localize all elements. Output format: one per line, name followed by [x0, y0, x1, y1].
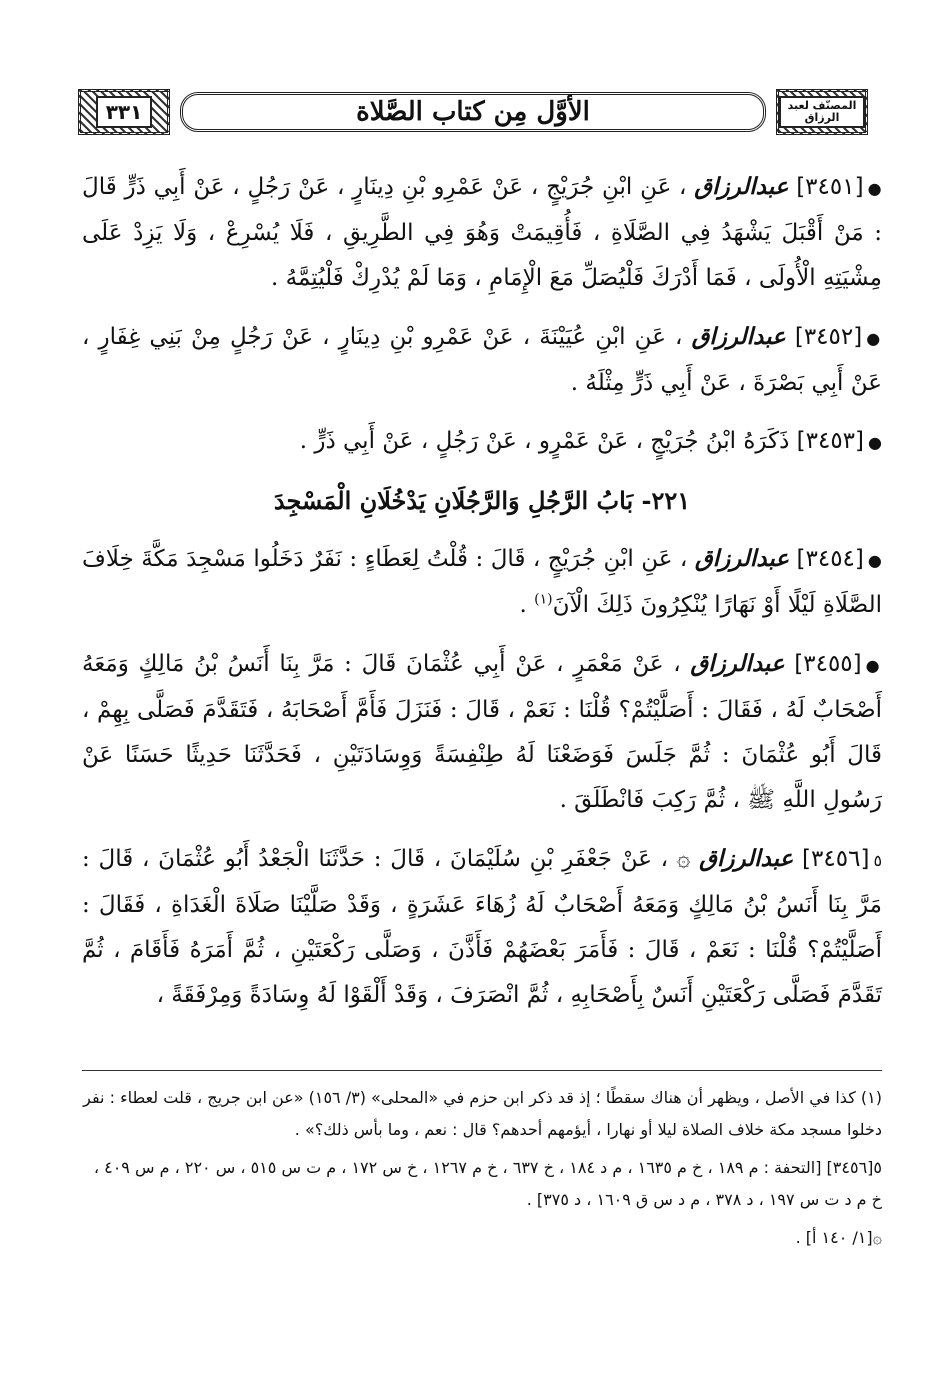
hadith-number: [٣٤٥٣] [796, 428, 865, 454]
bullet-marker: ● [865, 656, 883, 675]
hadith-paragraph [82, 419, 882, 465]
author-name: عبدالرزاق [694, 173, 789, 200]
hadith-number: [٣٤٥١] [796, 174, 864, 200]
footnote-divider [82, 1070, 882, 1071]
page-number: ٣٣١ [96, 96, 153, 128]
hadith-text: ذَكَرَهُ ابْنُ جُرَيْجٍ ، عَنْ عَمْرٍو ، عَنْ رَجُلٍ ، عَنْ أَبِي ذَرٍّ . [299, 428, 790, 454]
book-logo-text: المصنّف لعبد الرزاق [779, 96, 865, 128]
bullet-marker: ● [868, 433, 882, 452]
hadith-paragraph [82, 314, 882, 406]
hadith-paragraph [82, 536, 882, 628]
author-name: عبدالرزاق [690, 650, 785, 677]
page-number-frame [78, 89, 170, 135]
page-header [78, 84, 868, 140]
hadith-paragraph [82, 836, 882, 1018]
hadith-paragraph [82, 164, 882, 301]
footnote: (١) كذا في الأصل ، ويظهر أن هناك سقطًا ؛ إذ قد ذكر ابن حزم في «المحلى» (٣/ ١٥٦) «عن ابن جريج ، قلت لعطاء : نفر دخلوا مسجد مكة خلاف الصلاة ليلا أو نهارا ، أيؤمهم أحدهم؟ قال : نعم ، وما بأس ذلك؟» . [83, 1088, 882, 1139]
running-title: الأوَّل مِن كتاب الصَّلاة [180, 92, 766, 132]
book-logo [776, 89, 868, 135]
author-name: عبدالرزاق [691, 323, 786, 350]
hadith-paragraph [82, 641, 882, 823]
hadith-number: [٣٤٥٤] [796, 546, 864, 572]
footnotes-section [82, 1082, 882, 1260]
hadith-number: [٣٤٥٢] [794, 324, 863, 350]
footnote: ۞[١/ ١٤٠ أ] . [795, 1228, 882, 1247]
hadith-text: ، عَنِ ابْنِ جُرَيْجٍ ، عَنْ عَمْرِو بْنِ دِينَارٍ ، عَنْ رَجُلٍ ، عَنْ أَبِي ذَرٍّ قَالَ : مَنْ أَقْبَلَ يَشْهَدُ فِي الصَّلَاةِ ، فَأُقِيمَتْ وَهُوَ فِي الطَّرِيقِ ، فَلَا يُسْرِعْ ، وَلَا يَزِدْ عَلَى مِشْيَتِهِ الْأُولَى ، فَمَا أَدْرَكَ فَلْيُصَلِّ مَعَ الْإِمَامِ ، وَمَا لَمْ يُدْرِكْ فَلْيُتِمَّهُ . [82, 174, 882, 291]
hadith-text: ، عَنِ ابْنِ جُرَيْجٍ ، قَالَ : قُلْتُ لِعَطَاءٍ : نَفَرٌ دَخَلُوا مَسْجِدَ مَكَّةَ خِلَافَ الصَّلَاةِ لَيْلًا أَوْ نَهَارًا يُنْكِرُونَ ذَلِكَ الْآنَ [82, 546, 882, 618]
chapter-title: ٢٢١- بَابُ الرَّجُلِ وَالرَّجُلَانِ يَدْخُلَانِ الْمَسْجِدَ [273, 486, 691, 515]
bullet-marker: ● [867, 179, 882, 198]
bullet-marker: ٥ [873, 851, 883, 870]
hadith-number: [٣٤٥٥] [794, 651, 862, 677]
author-name: عبدالرزاق [699, 845, 794, 872]
hadith-text: ۞ ، عَنْ جَعْفَرِ بْنِ سُلَيْمَانَ ، قَالَ : حَدَّثَنَا الْجَعْدُ أَبُو عُثْمَانَ ، قَالَ : مَرَّ بِنَا أَنَسُ بْنُ مَالِكٍ وَمَعَهُ أَصْحَابٌ لَهُ زُهَاءَ عَشَرَةٍ ، وَقَدْ صَلَّيْنَا صَلَاةَ الْغَدَاةِ ، فَقَالَ : أَصَلَّيْتُمْ؟ قُلْنَا : نَعَمْ ، قَالَ : فَأَمَرَ بَعْضَهُمْ فَأَذَّنَ ، وَصَلَّى رَكْعَتَيْنِ ، ثُمَّ أَمَرَهُ فَأَقَامَ ، ثُمَّ تَقَدَّمَ فَصَلَّى رَكْعَتَيْنِ أَنَسٌ بِأَصْحَابِهِ ، ثُمَّ انْصَرَفَ ، وَقَدْ أَلْقَوْا لَهُ وِسَادَةً وَمِرْفَقَةً ، [82, 846, 882, 1008]
hadith-text: ، عَنْ مَعْمَرٍ ، عَنْ أَبِي عُثْمَانَ قَالَ : مَرَّ بِنَا أَنَسُ بْنُ مَالِكٍ وَمَعَهُ أَصْحَابٌ لَهُ ، فَقَالَ : أَصَلَّيْتُمْ؟ قُلْنَا : نَعَمْ ، قَالَ : فَنَزَلَ فَأَمَّ أَصْحَابَهُ ، فَتَقَدَّمَ فَصَلَّى بِهِمْ ، قَالَ أَبُو عُثْمَانَ : ثُمَّ جَلَسَ فَوَضَعْنَا لَهُ طِنْفِسَةً وَوِسَادَتَيْنِ ، فَحَدَّثَنَا حَدِيثًا حَسَنًا عَنْ رَسُولِ اللَّهِ ﷺ ، ثُمَّ رَكِبَ فَانْطَلَقَ . [82, 651, 882, 813]
bullet-marker: ● [867, 551, 883, 570]
author-name: عبدالرزاق [694, 545, 790, 572]
hadith-text-end: . [519, 592, 535, 618]
footnote-reference[interactable]: (١) [534, 591, 553, 608]
main-text [82, 164, 882, 1031]
bullet-marker: ● [866, 329, 882, 348]
footnote: ٥[٣٤٥٦] [التحفة : م ١٨٩ ، خ م ١٦٣٥ ، م د ١٨٤ ، خ ٦٣٧ ، خ م ١٢٦٧ ، خ س ١٧٢ ، م ت س ٥١٥ ، س ٢٢٠ ، م س ٤٠٩ ، خ م د ت س ١٩٧ ، د ٣٧٨ ، م د س ق ١٦٠٩ ، د ٣٧٥] . [93, 1158, 882, 1209]
hadith-number: [٣٤٥٦] [802, 846, 870, 872]
hadith-text: ، عَنِ ابْنِ عُيَيْنَةَ ، عَنْ عَمْرِو بْنِ دِينَارٍ ، عَنْ رَجُلٍ مِنْ بَنِي غِفَارٍ ، عَنْ أَبِي بَصْرَةَ ، عَنْ أَبِي ذَرٍّ مِثْلَهُ . [82, 324, 882, 396]
